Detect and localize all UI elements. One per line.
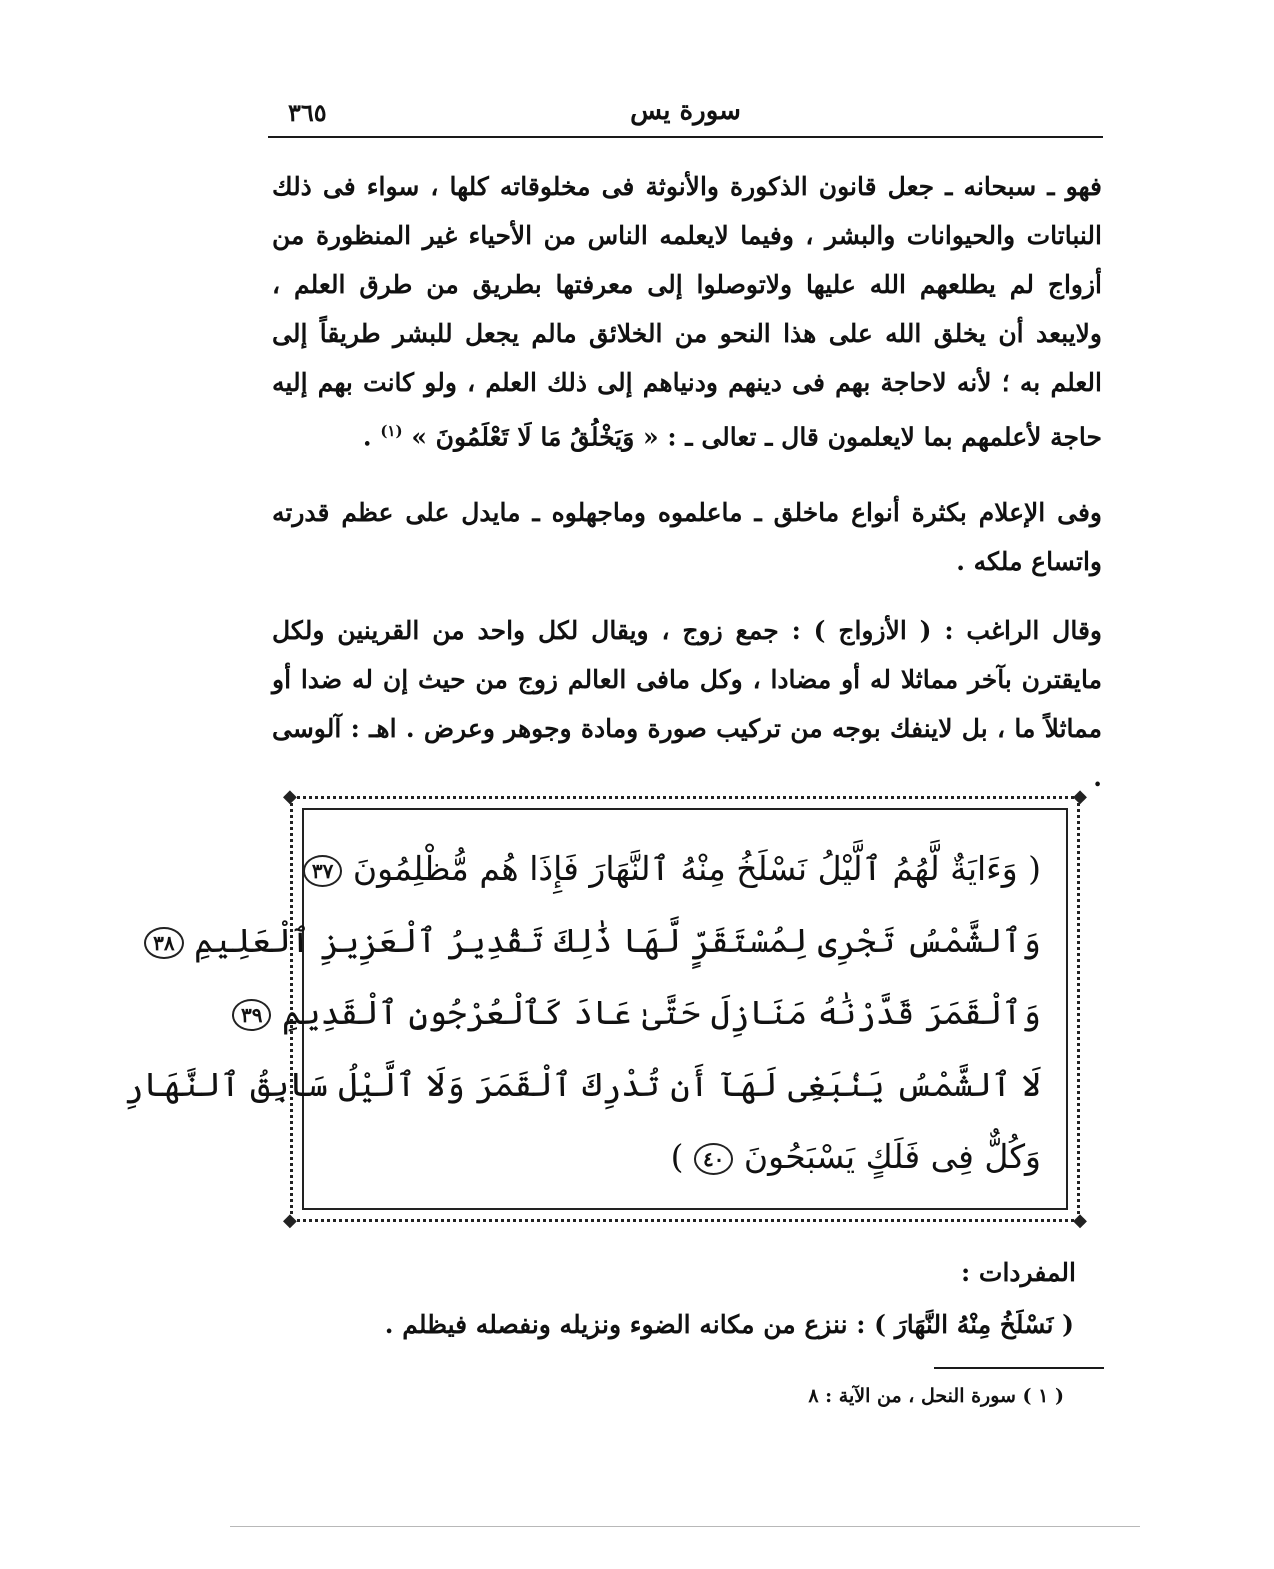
paragraph-2: وفى الإعلام بكثرة أنواع ماخلق ـ ماعلموه وماجهلوه ـ مايدل على عظم قدرته واتساع ملكه .: [272, 498, 1102, 576]
closing-parenthesis: ): [670, 1137, 684, 1176]
page-number: ٣٦٥: [288, 98, 327, 127]
paragraph-3: وقال الراغب : ( الأزواج ) : جمع زوج ، ويقال لكل واحد من القرينين ولكل مايقترن بآخر مماثلا له أو مضادا ، وكل مافى العالم زوج من حيث إن له ضدا أو مماثلاً ما ، بل لاينفك بوجه من تركيب صورة ومادة وجوهر وعرض . اهـ : آلوسى .: [272, 616, 1102, 792]
verse-text: ( وَءَايَةٌ لَّهُمُ ٱلَّيْلُ نَسْلَخُ مِنْهُ ٱلنَّهَارَ فَإِذَا هُم مُّظْلِمُونَ: [352, 849, 1041, 888]
footnote-reference: (١): [380, 422, 403, 440]
footnote: ( ١ ) سورة النحل ، من الآية : ٨: [808, 1385, 1064, 1407]
vocabulary-heading: المفردات :: [960, 1258, 1076, 1287]
verse-lines: [123, 833, 1041, 1193]
paragraph-1: [272, 162, 1102, 461]
verse-line: [240, 977, 1041, 1049]
verse-text: وَٱلْقَمَرَ قَدَّرْنَٰهُ مَنَازِلَ حَتَّىٰ عَادَ كَٱلْعُرْجُونِ ٱلْقَدِيمِ: [281, 993, 1041, 1032]
verse-frame: [123, 786, 1087, 1231]
paragraph-1-text: فهو ـ سبحانه ـ جعل قانون الذكورة والأنوثة فى مخلوقاته كلها ، سواء فى ذلك النباتات والحيوانات والبشر ، وفيما لايعلمه الناس من الأحياء غير المنظورة من أزواج لم يطلعهم الله عليها ولاتوصلوا إلى معرفتها بطريق من طرق العلم ، ولايبعد أن يخلق الله على هذا النحو من الخلائق مالم يجعل للبشر طريقاً إلى العلم به ؛ لأنه لاحاجة بهم فى دينهم ودنياهم إلى ذلك العلم ، ولو كانت بهم إليه حاجة لأعلمهم بما لايعلمون قال ـ تعالى ـ : « وَيَخْلُقُ مَا لَا تَعْلَمُونَ »: [272, 172, 1102, 452]
ayah-number-marker: ٣٧: [303, 855, 342, 887]
verse-line: [153, 905, 1041, 977]
page-bottom-rule: [230, 1526, 1140, 1527]
ayah-number-marker: ٤٠: [694, 1143, 733, 1175]
running-header: [268, 92, 1103, 138]
frame-corner-ornament: ◆: [283, 1210, 297, 1231]
verse-line: [329, 1121, 1041, 1193]
vocabulary-entry: ( نَسْلَخُ مِنْهُ النَّهَارَ ) : ننزع من مكانه الضوء ونزيله ونفصله فيظلم .: [384, 1310, 1074, 1339]
footnote-divider: [934, 1367, 1104, 1369]
verse-line: [311, 833, 1041, 905]
verse-line: [123, 1049, 1041, 1121]
frame-corner-ornament: ◆: [1073, 786, 1087, 807]
verse-text: وَكُلٌّ فِى فَلَكٍ يَسْبَحُونَ: [743, 1137, 1041, 1176]
verse-text: لَا ٱلشَّمْسُ يَنۢبَغِى لَهَآ أَن تُدْرِكَ ٱلْقَمَرَ وَلَا ٱلَّيْلُ سَابِقُ ٱلنَّهَارِ: [123, 1065, 1041, 1104]
ayah-number-marker: ٣٨: [144, 927, 183, 959]
paragraph-1-end: .: [362, 422, 372, 452]
verse-text: وَٱلشَّمْسُ تَجْرِى لِمُسْتَقَرٍّ لَّهَا ذَٰلِكَ تَقْدِيرُ ٱلْعَزِيزِ ٱلْعَلِيمِ: [194, 921, 1041, 960]
frame-corner-ornament: ◆: [283, 786, 297, 807]
ayah-number-marker: ٣٩: [232, 999, 271, 1031]
surah-title: سورة يس: [630, 96, 741, 126]
frame-corner-ornament: ◆: [1073, 1210, 1087, 1231]
